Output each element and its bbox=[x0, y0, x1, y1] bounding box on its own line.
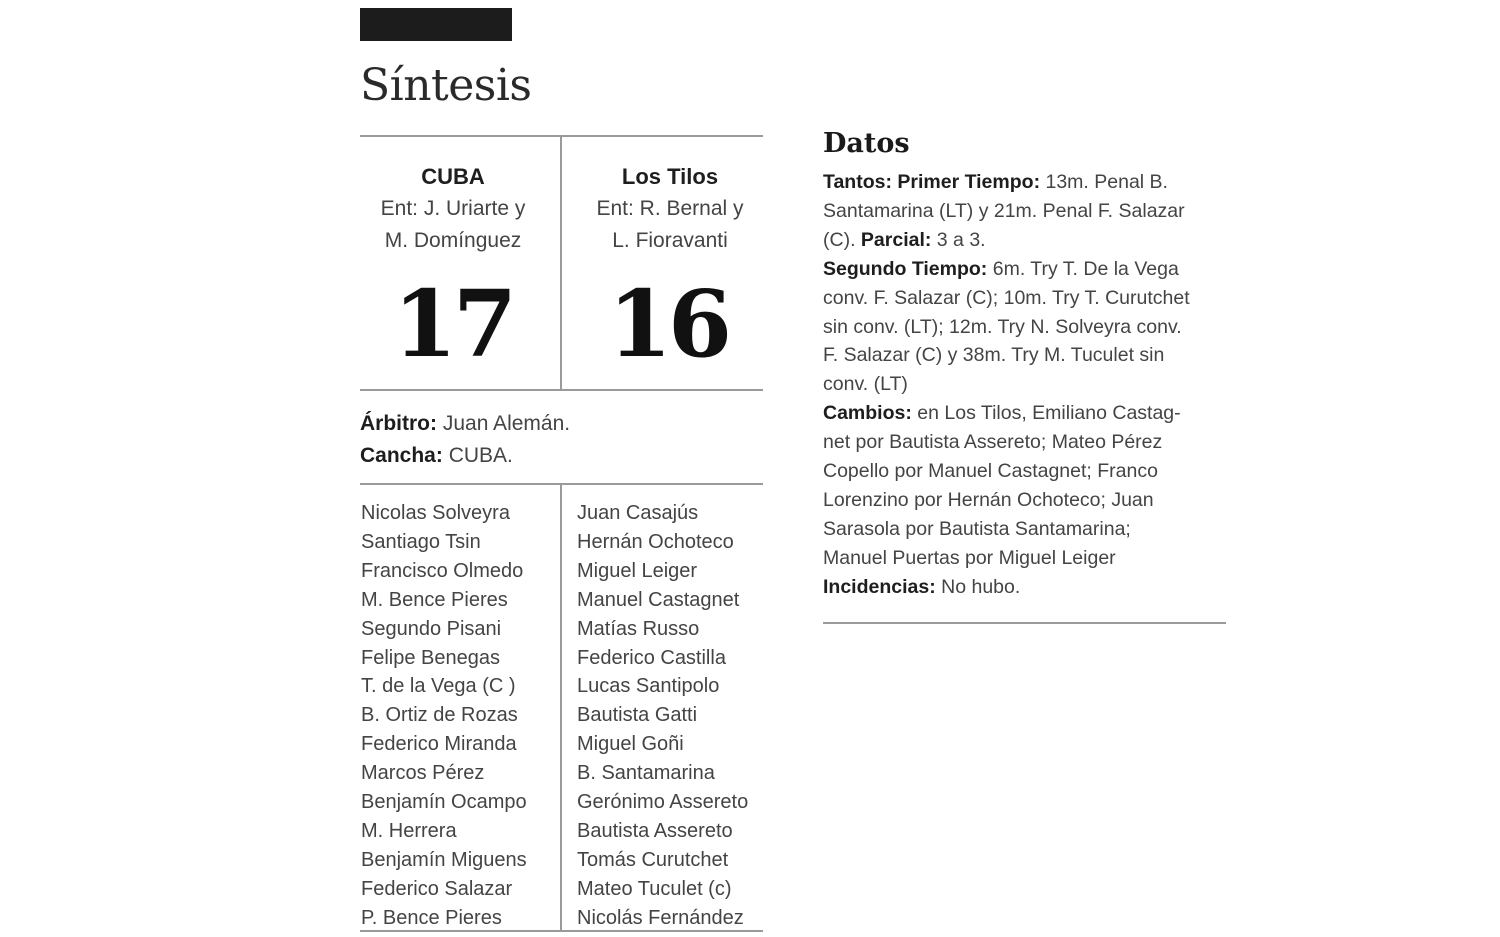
datos-title: Datos bbox=[823, 128, 910, 159]
roster-los-tilos bbox=[577, 499, 748, 933]
roster-player: Federico Castilla bbox=[577, 646, 726, 669]
roster-player: Santiago Tsin bbox=[361, 530, 481, 553]
roster-player: Bautista Gatti bbox=[577, 704, 698, 727]
datos-text-line: (C). bbox=[823, 228, 861, 251]
datos-text-line: Manuel Puertas por Miguel Leiger bbox=[823, 546, 1116, 569]
datos-text-line: Sarasola por Bautista Santamarina; bbox=[823, 517, 1131, 540]
datos-text-line: 13m. Penal B. bbox=[1040, 171, 1168, 193]
datos-body bbox=[823, 168, 1233, 602]
roster-player: Manuel Castagnet bbox=[577, 588, 740, 611]
roster-player: P. Bence Pieres bbox=[361, 906, 502, 929]
roster-player: Lucas Santipolo bbox=[577, 675, 720, 698]
score-los-tilos: 16 bbox=[607, 270, 729, 378]
tantos-label: Tantos: Primer Tiempo: bbox=[823, 171, 1041, 193]
roster-player: Francisco Olmedo bbox=[361, 559, 524, 582]
datos-text-line: Lorenzino por Hernán Ochoteco; Juan bbox=[823, 488, 1154, 511]
roster-player: M. Herrera bbox=[361, 819, 457, 842]
roster-player: Mateo Tuculet (c) bbox=[577, 877, 732, 900]
team-coach-line: M. Domínguez bbox=[384, 229, 522, 252]
roster-player: Benjamín Miguens bbox=[361, 848, 527, 871]
roster-player: Gerónimo Assereto bbox=[577, 791, 749, 814]
roster-player: M. Bence Pieres bbox=[361, 588, 508, 611]
team-coach-line: L. Fioravanti bbox=[612, 229, 728, 252]
roster-player: T. de la Vega (C ) bbox=[361, 675, 516, 698]
score-cuba: 17 bbox=[392, 270, 514, 378]
datos-text-line: conv. F. Salazar (C); 10m. Try T. Curutchet bbox=[823, 286, 1190, 309]
parcial-label: Parcial: bbox=[860, 228, 932, 251]
header-bar bbox=[360, 8, 512, 41]
roster-player: Federico Salazar bbox=[361, 877, 513, 900]
datos-text-line: Copello por Manuel Castagnet; Franco bbox=[823, 460, 1158, 483]
roster-player: B. Ortiz de Rozas bbox=[361, 704, 518, 727]
roster-cuba bbox=[361, 499, 527, 933]
cambios-label: Cambios: bbox=[823, 402, 912, 425]
venue-line bbox=[360, 440, 513, 472]
roster-player: Nicolas Solveyra bbox=[361, 502, 510, 524]
roster-player: Benjamín Ocampo bbox=[361, 791, 527, 814]
referee-line bbox=[360, 408, 570, 440]
team-name: CUBA bbox=[421, 164, 485, 189]
divider-score bbox=[560, 136, 562, 390]
roster-player: Miguel Goñi bbox=[577, 733, 684, 756]
incidencias-value: No hubo. bbox=[935, 575, 1021, 598]
team-name: Los Tilos bbox=[621, 164, 719, 189]
venue-label: Cancha: bbox=[360, 444, 443, 467]
venue-name: CUBA. bbox=[448, 444, 513, 467]
roster-player: Nicolás Fernández bbox=[577, 906, 744, 929]
divider-score-bottom bbox=[360, 389, 763, 391]
datos-text-line: conv. (LT) bbox=[823, 373, 908, 396]
datos-text-line: 6m. Try T. De la Vega bbox=[987, 257, 1179, 280]
roster-player: Tomás Curutchet bbox=[577, 848, 729, 871]
roster-player: Federico Miranda bbox=[361, 733, 517, 756]
roster-player: Matías Russo bbox=[577, 617, 700, 640]
roster-player: Bautista Assereto bbox=[577, 819, 733, 842]
team-los-tilos bbox=[570, 161, 770, 257]
datos-text-line: net por Bautista Assereto; Mateo Pérez bbox=[823, 431, 1163, 454]
team-cuba bbox=[353, 161, 553, 257]
page-title: Síntesis bbox=[360, 60, 532, 111]
roster-player: Juan Casajús bbox=[577, 502, 699, 524]
datos-text-line: F. Salazar (C) y 38m. Try M. Tuculet sin bbox=[823, 344, 1165, 367]
team-coach-line: Ent: R. Bernal y bbox=[596, 197, 744, 220]
divider-datos bbox=[823, 622, 1226, 624]
team-coach-line: Ent: J. Uriarte y bbox=[380, 197, 526, 220]
incidencias-label: Incidencias: bbox=[823, 575, 936, 598]
roster-player: Felipe Benegas bbox=[361, 646, 500, 669]
roster-player: Miguel Leiger bbox=[577, 559, 698, 582]
roster-player: Hernán Ochoteco bbox=[577, 530, 734, 553]
datos-text-line: Santamarina (LT) y 21m. Penal F. Salazar bbox=[823, 199, 1185, 222]
roster-player: Marcos Pérez bbox=[361, 762, 485, 785]
divider-roster-columns bbox=[560, 484, 562, 932]
referee-name: Juan Alemán. bbox=[442, 412, 571, 435]
roster-player: Segundo Pisani bbox=[361, 617, 502, 640]
roster-player: B. Santamarina bbox=[577, 762, 715, 785]
datos-text-line: en Los Tilos, Emiliano Castag- bbox=[911, 402, 1181, 425]
referee-label: Árbitro: bbox=[360, 412, 437, 435]
datos-text-line: sin conv. (LT); 12m. Try N. Solveyra conv. bbox=[823, 315, 1182, 338]
parcial-value: 3 a 3. bbox=[931, 228, 986, 251]
segundo-label: Segundo Tiempo: bbox=[823, 257, 988, 280]
